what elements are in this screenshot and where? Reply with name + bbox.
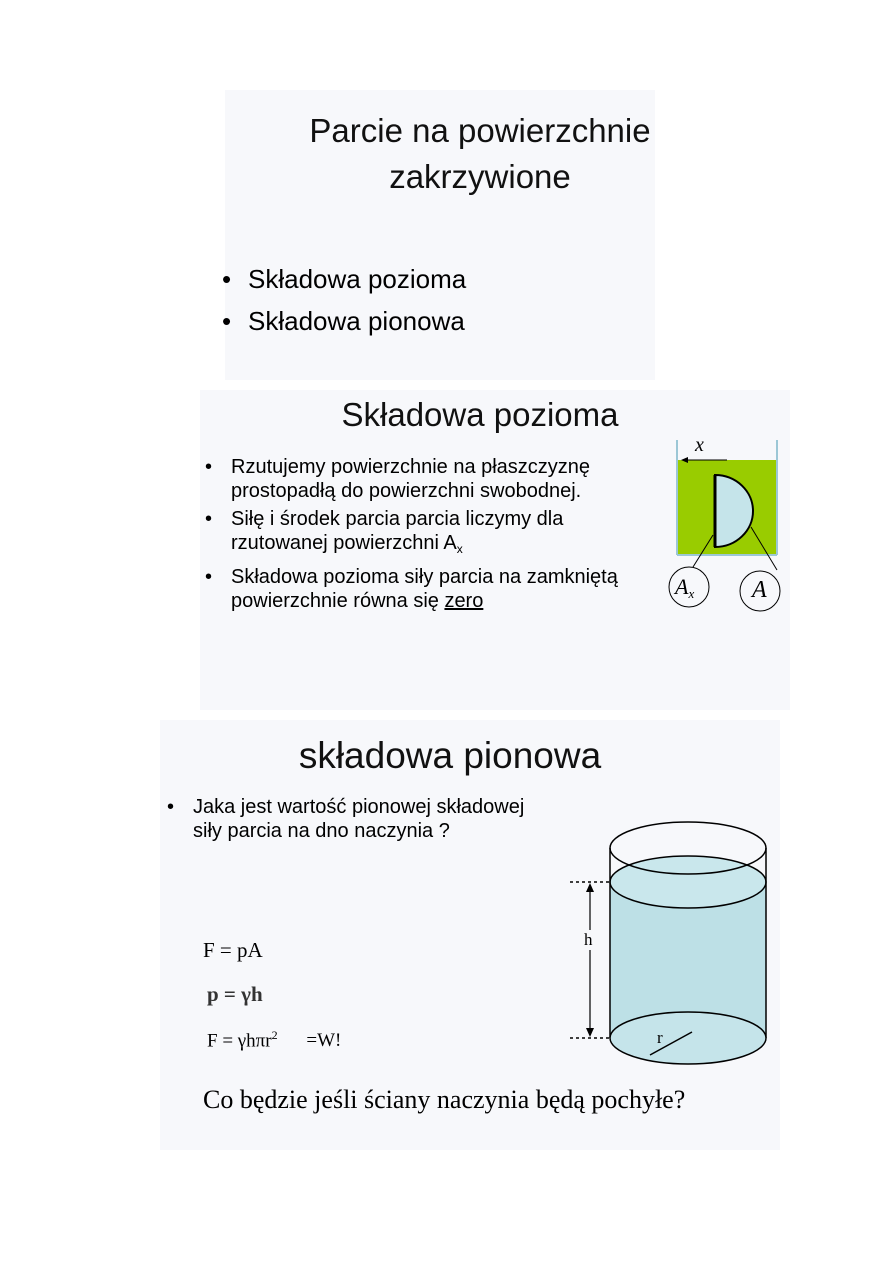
liquid-surface (610, 856, 766, 908)
slide-2-bullet-projection: • Rzutujemy powierzchnie na płaszczyznę prostopadłą do powierzchni swobodnej. (205, 455, 645, 503)
height-arrow-bottom (586, 1028, 594, 1037)
eq3-rhs: =W! (306, 1030, 342, 1052)
slide-1-title (220, 108, 740, 200)
cylinder-bottom (610, 1012, 766, 1064)
ax-label-sub: x (688, 586, 695, 601)
height-arrow-top (586, 883, 594, 892)
slide-1-bullet: • Składowa pozioma (222, 258, 466, 300)
slide-2-bullet-force-center (205, 507, 645, 561)
equation-f-pa: F = pA (203, 938, 263, 962)
ax-label (675, 574, 694, 602)
slide-1-title-line1: Parcie na powierzchnie (309, 112, 651, 149)
underlined-zero: zero (444, 590, 484, 612)
slide-3-title: składowa pionowa (298, 735, 602, 776)
cylinder-diagram (560, 810, 780, 1080)
eq3-exponent: 2 (271, 1028, 278, 1042)
horizontal-component-diagram (665, 432, 790, 612)
radius-label: r (657, 1028, 663, 1047)
slide-2-bullet-list (205, 455, 645, 613)
slide-2-title: Składowa pozioma (341, 396, 619, 433)
eq3-lhs: F = γhπr (207, 1030, 272, 1052)
subscript-x: x (456, 542, 463, 556)
slide-2-bullet-closed-surface (205, 565, 645, 613)
x-axis-label: x (695, 434, 704, 456)
cylinder-svg (560, 810, 780, 1080)
slide-1-bullet: • Składowa pionowa (222, 300, 466, 342)
slide-1-bullet-list (222, 258, 466, 342)
slide-1-title-line2: zakrzywione (389, 158, 571, 195)
bullet-text: Składowa pozioma siły parcia na zamkniętą powierzchnie równa się (231, 566, 618, 612)
slide-3-bullet-question: • Jaka jest wartość pionowej składowej siły parcia na dno naczynia ? (167, 795, 527, 843)
ax-label-main: A (675, 574, 689, 599)
closing-question: Co będzie jeśli ściany naczynia będą pochyłe? (203, 1085, 686, 1114)
height-label: h (584, 930, 593, 949)
equation-p-gamma-h: p = γh (207, 982, 263, 1006)
bullet-text: Siłę i środek parcia parcia liczymy dla rzutowanej powierzchni A (231, 508, 564, 554)
a-label: A (752, 577, 767, 603)
equation-f-gamma-h-pi-r2 (207, 1028, 341, 1052)
slide-3-bullet-list (167, 795, 527, 843)
